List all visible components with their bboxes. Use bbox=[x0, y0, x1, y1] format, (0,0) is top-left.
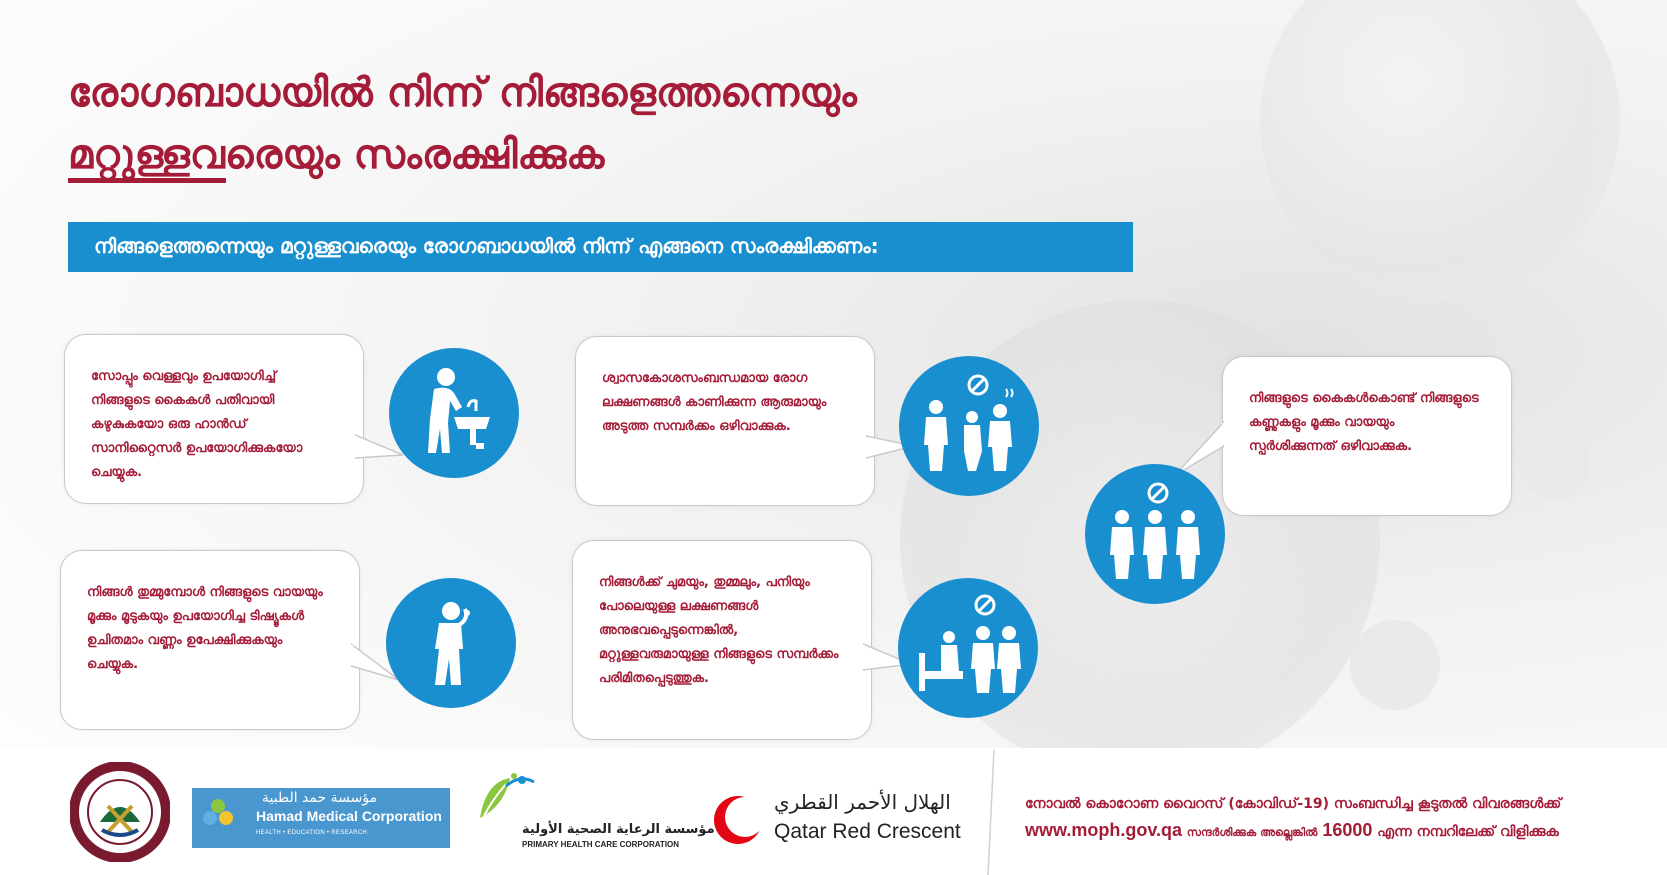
avoid-sick-contact-icon bbox=[899, 356, 1039, 496]
hmc-arabic-name: مؤسسة حمد الطبية bbox=[262, 790, 378, 806]
info-mid-text: സന്ദർശിക്കുക അല്ലെങ്കിൽ bbox=[1186, 826, 1318, 839]
state-of-qatar-emblem bbox=[70, 762, 170, 862]
no-face-touching-icon bbox=[1085, 464, 1225, 604]
virus-decoration bbox=[1260, 0, 1620, 300]
hmc-english-name: Hamad Medical Corporation bbox=[256, 808, 442, 824]
section-banner: നിങ്ങളെത്തന്നെയും മറ്റുള്ളവരെയും രോഗബാധയിൽ നിന്ന് എങ്ങനെ സംരക്ഷിക്കണം: bbox=[68, 222, 1133, 272]
website-link[interactable]: www.moph.gov.qa bbox=[1025, 820, 1182, 840]
footer-divider bbox=[986, 750, 996, 875]
hmc-flower-icon bbox=[198, 794, 238, 834]
primary-health-care-logo bbox=[476, 772, 715, 852]
red-crescent-icon bbox=[712, 794, 764, 846]
title-line-1: രോഗബാധയിൽ നിന്ന് നിങ്ങളെത്തന്നെയും bbox=[68, 70, 857, 116]
virus-decoration bbox=[1350, 620, 1440, 710]
page-title bbox=[68, 62, 1118, 186]
tip-bubble bbox=[64, 334, 364, 504]
tip-bubble bbox=[60, 550, 360, 730]
phcc-english-name: PRIMARY HEALTH CARE CORPORATION bbox=[522, 840, 680, 849]
qatar-red-crescent-logo bbox=[712, 790, 961, 850]
virus-decoration bbox=[1520, 430, 1590, 500]
limit-contact-icon bbox=[898, 578, 1038, 718]
hotline-number: 16000 bbox=[1322, 820, 1373, 840]
handwashing-icon bbox=[389, 348, 519, 478]
title-line-2: മറ്റുള്ളവരെയും സംരക്ഷിക്കുക bbox=[68, 132, 605, 178]
tip-text: നിങ്ങൾക്ക് ചുമയും, തുമ്മലും, പനിയും പോലെയുള്ള ലക്ഷണങ്ങൾ അനുഭവപ്പെടുന്നെങ്കിൽ, മറ്റുള്ളവരുമായുള്ള നിങ്ങളുടെ സമ്പർക്കം പരിമിതപ്പെടുത്തുക. bbox=[599, 575, 839, 686]
hamad-medical-corporation-logo bbox=[192, 788, 450, 848]
cover-sneeze-icon bbox=[386, 578, 516, 708]
phcc-leaf-icon bbox=[476, 772, 536, 822]
contact-line bbox=[1025, 820, 1559, 841]
hmc-tagline: HEALTH • EDUCATION • RESEARCH bbox=[256, 830, 368, 836]
tip-bubble bbox=[1222, 356, 1512, 516]
info-line: നോവൽ കൊറോണ വൈറസ് (കോവിഡ്-19) സംബന്ധിച്ച കൂടുതൽ വിവരങ്ങൾക്ക് bbox=[1025, 796, 1562, 812]
qrc-english-name: Qatar Red Crescent bbox=[774, 820, 961, 843]
phcc-arabic-name: مؤسسة الرعاية الصحية الأولية bbox=[522, 822, 715, 837]
tip-bubble bbox=[575, 336, 875, 506]
tip-bubble bbox=[572, 540, 872, 740]
info-end-text: എന്ന നമ്പറിലേക്ക് വിളിക്കുക bbox=[1377, 824, 1559, 840]
tip-text: നിങ്ങളുടെ കൈകൾകൊണ്ട് നിങ്ങളുടെ കണ്ണുകളും മൂക്കും വായയും സ്പർശിക്കുന്നത് ഒഴിവാക്കുക. bbox=[1249, 391, 1479, 454]
tip-text: നിങ്ങൾ തുമ്മുമ്പോൾ നിങ്ങളുടെ വായയും മൂക്കും മൂടുകയും ഉപയോഗിച്ച ടിഷ്യൂകൾ ഉചിതമാം വണ്ണം ഉപേക്ഷിക്കുകയും ചെയ്യുക. bbox=[87, 585, 323, 672]
qrc-arabic-name: الهلال الأحمر القطري bbox=[774, 790, 951, 814]
tip-text: സോപ്പും വെള്ളവും ഉപയോഗിച്ച് നിങ്ങളുടെ കൈകൾ പതിവായി കഴുകുകയോ ഒരു ഹാൻഡ് സാനിറ്റൈസർ ഉപയോഗിക്കുകയോ ചെയ്യുക. bbox=[91, 369, 303, 480]
title-underline bbox=[68, 178, 226, 183]
tip-text: ശ്വാസകോശസംബന്ധമായ രോഗ ലക്ഷണങ്ങൾ കാണിക്കുന്ന ആരുമായും അടുത്ത സമ്പർക്കം ഒഴിവാക്കുക. bbox=[602, 371, 827, 434]
